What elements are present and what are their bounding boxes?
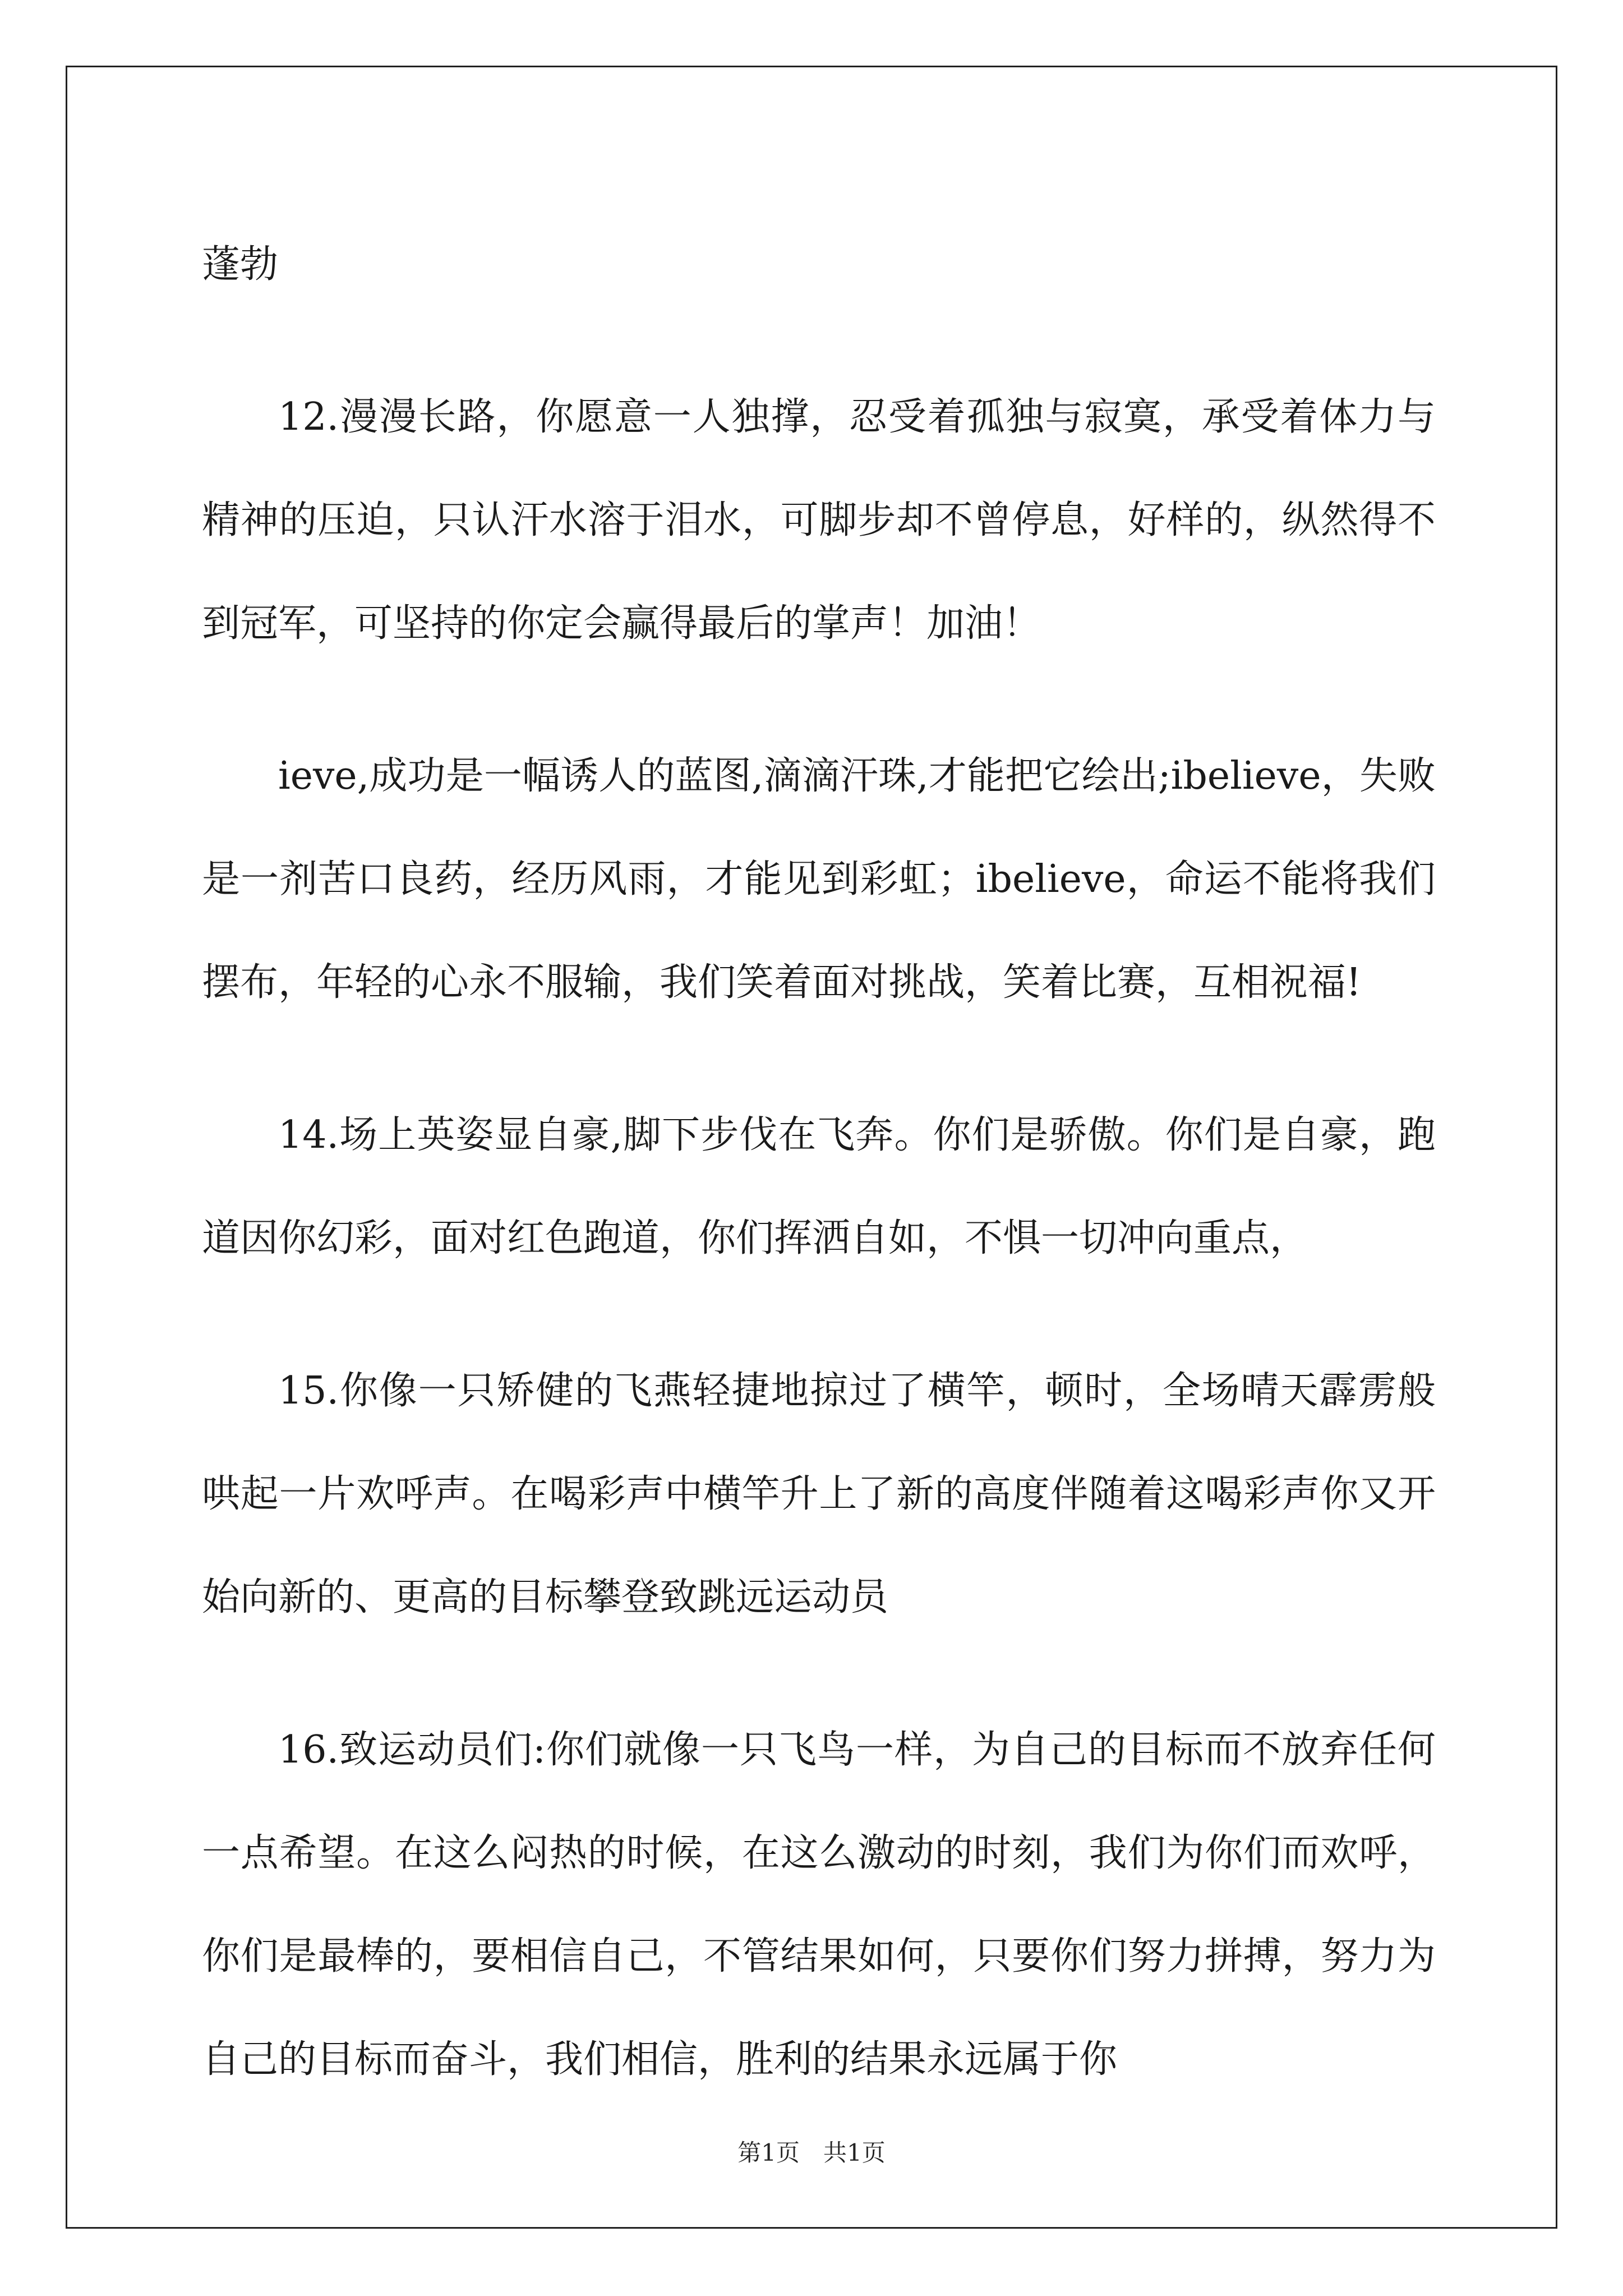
- document-body: [202, 213, 1436, 2161]
- paragraph-text: 12.漫漫长路，你愿意一人独撑，忍受着孤独与寂寞，承受着体力与精神的压迫，只认汗水溶于泪水，可脚步却不曾停息，好样的，纵然得不到冠军，可坚持的你定会赢得最后的掌声！加油！: [202, 395, 1436, 646]
- paragraph-text: ieve,成功是一幅诱人的蓝图,滴滴汗珠,才能把它绘出;ibelieve，失败是一剂苦口良药，经历风雨，才能见到彩虹；ibelieve，命运不能将我们摆布，年轻的心永不服输，我们笑着面对挑战，笑着比赛，互相祝福!: [202, 754, 1436, 1005]
- paragraph-text: 蓬勃: [202, 242, 279, 287]
- paragraph-text: 15.你像一只矫健的飞燕轻捷地掠过了横竿，顿时，全场晴天霹雳般哄起一片欢呼声。在喝彩声中横竿升上了新的高度伴随着这喝彩声你又开始向新的、更高的目标攀登致跳远运动员: [202, 1369, 1436, 1619]
- paragraph: [202, 366, 1436, 675]
- paragraph-text: 16.致运动员们:你们就像一只飞鸟一样，为自己的目标而不放弃任何一点希望。在这么闷热的时候，在这么激动的时刻，我们为你们而欢呼，你们是最棒的，要相信自己，不管结果如何，只要你们努力拼搏，努力为自己的目标而奋斗，我们相信，胜利的结果永远属于你: [202, 1728, 1436, 2082]
- paragraph: [202, 1084, 1436, 1290]
- paragraph: [202, 213, 1436, 316]
- paragraph: [202, 1699, 1436, 2111]
- paragraph: [202, 725, 1436, 1034]
- page-number: 第1页 共1页: [737, 2139, 886, 2166]
- paragraph-text: 14.场上英姿显自豪,脚下步伐在飞奔。你们是骄傲。你们是自豪，跑道因你幻彩，面对红色跑道，你们挥洒自如，不惧一切冲向重点，: [202, 1113, 1436, 1260]
- paragraph: [202, 1340, 1436, 1649]
